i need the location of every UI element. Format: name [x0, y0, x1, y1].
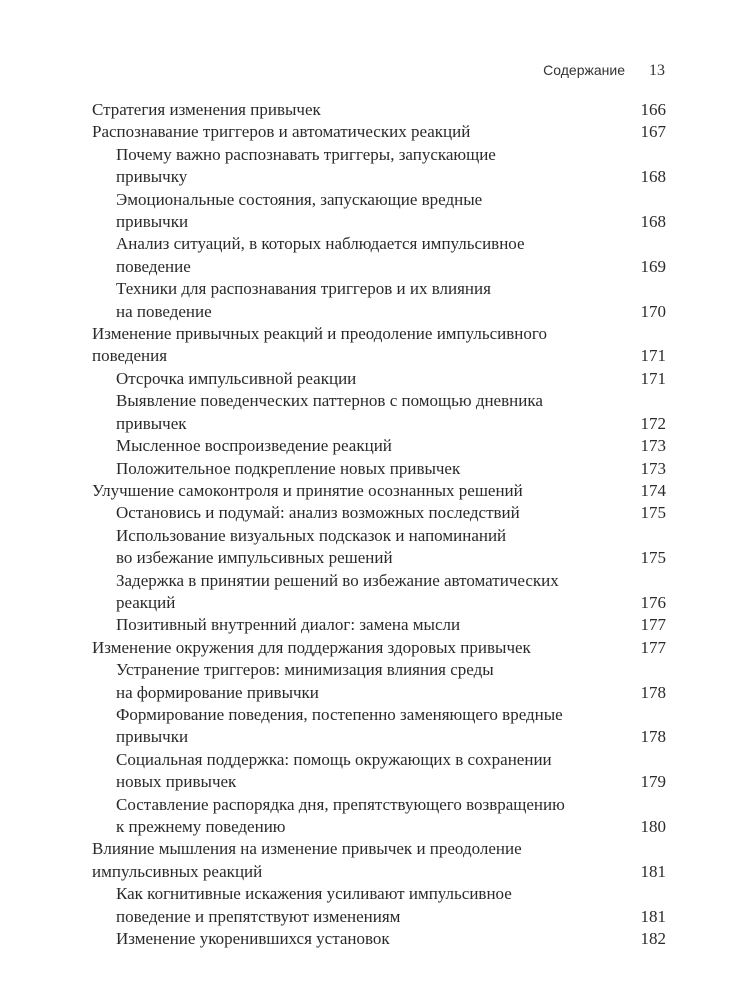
- toc-entry-page-number: 177: [640, 637, 666, 657]
- toc-entry-title-line: Составление распорядка дня, препятствующего возвращению: [116, 794, 565, 814]
- toc-entry-title: [92, 704, 634, 749]
- toc-entry-page-number: 175: [640, 548, 666, 568]
- toc-entry-page-number: 181: [640, 861, 666, 881]
- toc-entry-page-number: 179: [640, 772, 666, 792]
- toc-entry-page-number: 167: [640, 122, 666, 142]
- toc-entry-page-number: 180: [640, 817, 666, 836]
- toc-entry-title-line: во избежание импульсивных решений: [116, 548, 393, 568]
- toc-entry-page-number: 173: [640, 458, 666, 478]
- toc-entry-title-line: поведения: [92, 346, 168, 366]
- toc-section-entry: [92, 121, 666, 143]
- toc-entry-title-line: Изменение окружения для поддержания здоровых привычек: [92, 637, 531, 657]
- toc-subsection-entry: [92, 502, 666, 524]
- toc-entry-title: [92, 502, 634, 524]
- toc-entry-title-line: Стратегия изменения привычек: [92, 100, 321, 119]
- toc-subsection-entry: [92, 883, 666, 928]
- toc-entry-title-line: привычки: [116, 212, 189, 232]
- toc-entry-title-line: Остановись и подумай: анализ возможных последствий: [116, 503, 520, 523]
- toc-entry-title-line: Задержка в принятии решений во избежание автоматических: [116, 570, 559, 590]
- toc-entry-title-line: Анализ ситуаций, в которых наблюдается импульсивное: [116, 234, 525, 254]
- toc-entry-page-number: 178: [640, 727, 666, 747]
- toc-entry-page-number: 171: [640, 346, 666, 366]
- toc-entry-page-number: 176: [640, 592, 666, 612]
- toc-subsection-entry: [92, 458, 666, 480]
- toc-subsection-entry: [92, 794, 666, 839]
- toc-subsection-entry: [92, 233, 666, 278]
- toc-entry-title-line: Изменение укоренившихся установок: [116, 929, 390, 949]
- toc-subsection-entry: [92, 525, 666, 570]
- toc-subsection-entry: [92, 390, 666, 435]
- toc-entry-page-number: 170: [640, 301, 666, 321]
- toc-subsection-entry: [92, 749, 666, 794]
- toc-entry-title: [92, 458, 634, 480]
- toc-entry-title-line: Улучшение самоконтроля и принятие осознанных решений: [92, 480, 523, 500]
- toc-entry-title-line: поведение: [116, 256, 191, 276]
- toc-entry-title: [92, 883, 634, 928]
- toc-entry-title: [92, 99, 634, 121]
- toc-entry-title-line: привычку: [116, 167, 188, 187]
- toc-entry-page-number: 168: [640, 167, 666, 187]
- toc-entry-page-number: 174: [640, 480, 666, 500]
- toc-entry-title: [92, 838, 634, 883]
- toc-entry-title-line: Эмоциональные состояния, запускающие вредные: [116, 189, 483, 209]
- toc-subsection-entry: [92, 144, 666, 189]
- toc-entry-page-number: 171: [640, 368, 666, 388]
- toc-entry-title-line: Устранение триггеров: минимизация влияния среды: [116, 660, 494, 680]
- toc-section-entry: [92, 480, 666, 502]
- toc-entry-title-line: на поведение: [116, 301, 212, 321]
- toc-entry-title-line: импульсивных реакций: [92, 861, 263, 881]
- toc-entry-title: [92, 659, 634, 704]
- toc-entry-title-line: Распознавание триггеров и автоматических реакций: [92, 122, 471, 142]
- toc-entry-page-number: 175: [640, 503, 666, 523]
- toc-entry-title-line: новых привычек: [116, 772, 237, 792]
- toc-entry-title-line: Использование визуальных подсказок и напоминаний: [116, 525, 507, 545]
- toc-entry-title-line: поведение и препятствуют изменениям: [116, 906, 401, 926]
- toc-entry-title: [92, 368, 634, 390]
- page-number: 13: [649, 62, 665, 79]
- toc-entry-title-line: к прежнему поведению: [116, 817, 286, 836]
- toc-entry-title-line: Позитивный внутренний диалог: замена мысли: [116, 615, 461, 635]
- toc-subsection-entry: [92, 189, 666, 234]
- toc-entry-title: [92, 614, 634, 636]
- toc-entry-title: [92, 144, 634, 189]
- toc-subsection-entry: [92, 614, 666, 636]
- running-head-title: Содержание: [543, 62, 625, 78]
- table-of-contents: [92, 99, 666, 950]
- toc-subsection-entry: [92, 659, 666, 704]
- toc-entry-title-line: Положительное подкрепление новых привычек: [116, 458, 461, 478]
- toc-subsection-entry: [92, 368, 666, 390]
- toc-entry-title-line: привычки: [116, 727, 189, 747]
- toc-entry-title: [92, 928, 634, 950]
- toc-subsection-entry: [92, 928, 666, 950]
- toc-entry-title-line: Влияние мышления на изменение привычек и преодоление: [92, 839, 522, 859]
- toc-subsection-entry: [92, 704, 666, 749]
- toc-entry-page-number: 178: [640, 682, 666, 702]
- toc-entry-title-line: Отсрочка импульсивной реакции: [116, 368, 357, 388]
- toc-entry-title-line: Формирование поведения, постепенно заменяющего вредные: [116, 704, 563, 724]
- toc-entry-title: [92, 390, 634, 435]
- toc-entry-title: [92, 278, 634, 323]
- toc-entry-page-number: 166: [640, 100, 666, 119]
- toc-subsection-entry: [92, 570, 666, 615]
- toc-entry-title: [92, 749, 634, 794]
- toc-subsection-entry: [92, 278, 666, 323]
- toc-entry-title-line: на формирование привычки: [116, 682, 319, 702]
- toc-entry-page-number: 172: [640, 413, 666, 433]
- toc-entry-title: [92, 189, 634, 234]
- toc-entry-title-line: Выявление поведенческих паттернов с помощью дневника: [116, 391, 543, 411]
- toc-entry-title-line: Как когнитивные искажения усиливают импульсивное: [116, 884, 512, 904]
- toc-entry-title: [92, 233, 634, 278]
- toc-entry-title: [92, 570, 634, 615]
- toc-entry-title: [92, 121, 634, 143]
- toc-entry-title-line: реакций: [116, 592, 176, 612]
- toc-entry-title-line: Почему важно распознавать триггеры, запускающие: [116, 144, 496, 164]
- toc-entry-title: [92, 480, 634, 502]
- toc-entry-title-line: привычек: [116, 413, 187, 433]
- toc-entry-page-number: 169: [640, 256, 666, 276]
- toc-entry-title-line: Социальная поддержка: помощь окружающих в сохранении: [116, 749, 552, 769]
- toc-entry-title: [92, 637, 634, 659]
- toc-section-entry: [92, 838, 666, 883]
- toc-entry-title: [92, 525, 634, 570]
- running-head: [543, 62, 665, 80]
- toc-entry-page-number: 181: [640, 906, 666, 926]
- toc-entry-page-number: 168: [640, 212, 666, 232]
- toc-entry-page-number: 173: [640, 436, 666, 456]
- toc-entry-title-line: Техники для распознавания триггеров и их влияния: [116, 279, 491, 299]
- toc-subsection-entry: [92, 435, 666, 457]
- toc-section-entry: [92, 323, 666, 368]
- toc-section-entry: [92, 637, 666, 659]
- toc-entry-page-number: 177: [640, 615, 666, 635]
- toc-section-entry: [92, 99, 666, 121]
- toc-entry-title: [92, 794, 634, 839]
- toc-entry-title: [92, 323, 634, 368]
- toc-entry-title-line: Мысленное воспроизведение реакций: [116, 436, 392, 456]
- toc-entry-title-line: Изменение привычных реакций и преодоление импульсивного: [92, 324, 547, 344]
- toc-entry-title: [92, 435, 634, 457]
- toc-entry-page-number: 182: [640, 929, 666, 949]
